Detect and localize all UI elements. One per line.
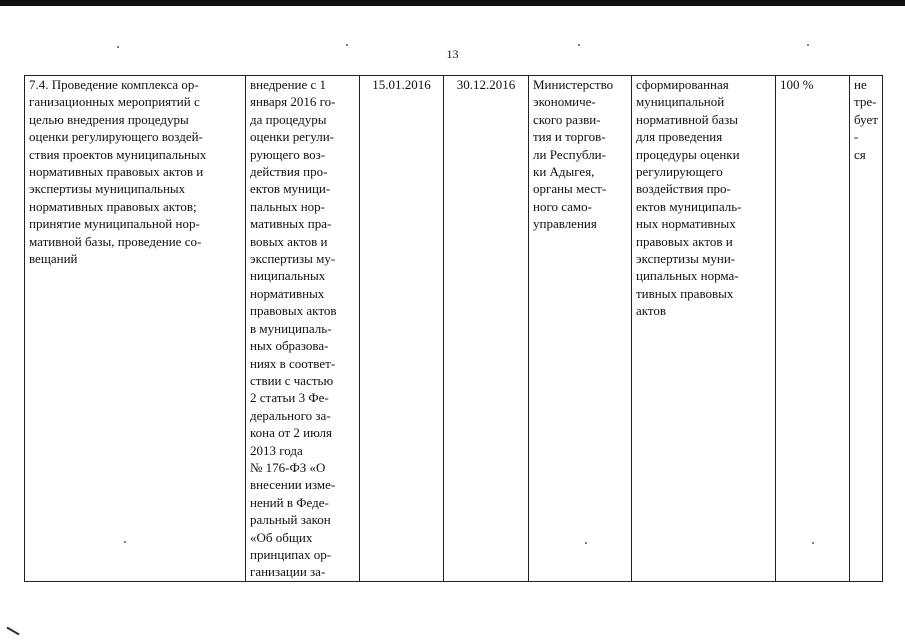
start-date: 15.01.2016	[372, 77, 431, 92]
percent-cell	[776, 76, 850, 582]
scan-speck	[346, 44, 348, 46]
funding-text: не тре- бует- ся	[854, 77, 878, 162]
scan-top-border	[0, 0, 905, 6]
end-date-cell	[444, 76, 529, 582]
description-text: внедрение с 1 января 2016 го- да процедуры оценки регули- рующего воз- действия про- ектов муници- пальных нор- мативных пра- вовых актов и экспертизы му- ниципальных нормативных правовых актов в муниципаль- ных образова- ниях в соответ- ствии с частью 2 статьи 3 Фе- дерального за- кона от 2 июля 2013 года № 176-ФЗ «О внесении изме- нений в Федe- ральный закон «Об общих принципах ор- ганизации за-	[250, 77, 337, 580]
percent-value: 100 %	[780, 77, 814, 92]
plan-table	[24, 75, 883, 582]
activity-text: 7.4. Проведение комплекса ор- ганизационных мероприятий с целью внедрения процедуры оценки регулирующего воздей- ствия проектов муниципальных нормативных правовых актов и экспертизы муниципальных нормативных правовых актов; принятие муниципальной нор- мативной базы, проведение со- вещаний	[29, 77, 207, 267]
end-date: 30.12.2016	[456, 77, 516, 92]
start-date-cell	[360, 76, 444, 582]
scan-speck	[117, 46, 119, 48]
description-cell	[246, 76, 360, 582]
responsible-cell	[529, 76, 632, 582]
activity-cell	[25, 76, 246, 582]
scan-speck	[578, 44, 580, 46]
scan-corner-mark	[6, 627, 19, 636]
responsible-text: Министерство экономиче- ского разви- тия и торгов- ли Республи- ки Адыгея, органы мест- ного само- управления	[533, 77, 614, 232]
scan-speck	[807, 44, 809, 46]
page-number: 13	[446, 47, 459, 61]
result-cell	[632, 76, 776, 582]
table-row	[25, 76, 883, 582]
funding-cell	[850, 76, 883, 582]
result-text: сформированная муниципальной нормативной базы для проведения процедуры оценки регулирующего воздействия про- ектов муниципаль- ных нормативных правовых актов и экспертизы муни- ципальных норма- тивных правовых актов	[636, 77, 742, 319]
